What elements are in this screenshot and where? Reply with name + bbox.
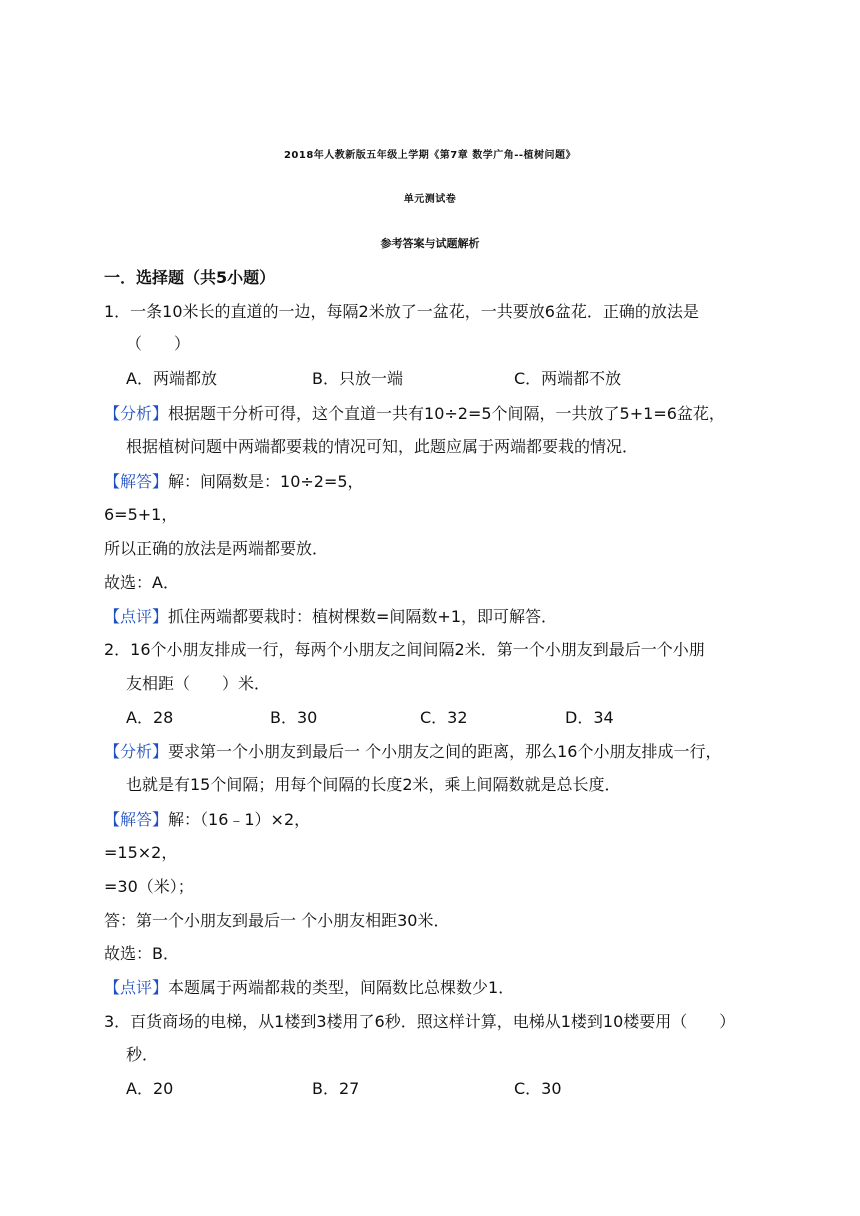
q3-stem-line-2: 秒． [126,1045,159,1064]
q2-answer-line-1 [104,810,310,830]
q1-answer-line-2: 6=5+1， [104,505,178,524]
q1-stem-line-2: （ ） [126,334,191,353]
q2-comment-tag: 【点评】 [104,978,169,997]
q2-option-d: D．34 [565,708,614,727]
q1-option-a: A．两端都放 [126,369,217,388]
q1-comment-text: 抓住两端都要栽时：植树棵数=间隔数+1，即可解答． [168,607,558,626]
q1-answer-line-3: 所以正确的放法是两端都要放． [104,539,329,558]
q1-choice: 故选：A． [104,573,179,592]
q2-stem-line-1: 2．16个小朋友排成一行，每两个小朋友之间间隔2米．第一个小朋友到最后一个小朋 [104,640,705,659]
q2-answer-line-3: =30（米）； [104,877,194,896]
q1-stem-line-1: 1．一条10米长的直道的一边，每隔2米放了一盆花，一共要放6盆花．正确的放法是 [104,302,699,321]
q2-answer-text-1: 解：（16﹣1）×2， [168,810,311,829]
q1-analysis-tag: 【分析】 [104,404,169,423]
q2-option-c: C．32 [420,708,468,727]
q3-option-b: B．27 [312,1079,360,1098]
q2-option-b: B．30 [270,708,318,727]
q2-analysis-line-2: 也就是有15个间隔；用每个间隔的长度2米，乘上间隔数就是总长度． [126,775,621,794]
section-heading: 一．选择题（共5小题） [104,268,276,287]
q2-option-a: A．28 [126,708,174,727]
q1-analysis-line-2: 根据植树问题中两端都要栽的情况可知，此题应属于两端都要栽的情况． [126,437,639,456]
title-line-1: 2018年人教新版五年级上学期《第7章 数学广角--植树问题》 [283,150,577,161]
q2-answer-line-4: 答：第一个小朋友到最后一 个小朋友相距30米． [104,911,450,930]
q1-answer-text-1: 解：间隔数是：10÷2=5， [168,472,364,491]
q2-analysis-line-1 [104,742,721,762]
q2-answer-line-2: =15×2， [104,843,178,862]
q3-option-a: A．20 [126,1079,174,1098]
q1-analysis-text-1: 根据题干分析可得，这个直道一共有10÷2=5个间隔，一共放了5+1=6盆花， [168,404,725,423]
q2-answer-tag: 【解答】 [104,810,169,829]
q3-option-c: C．30 [514,1079,562,1098]
title-line-2: 单元测试卷 [403,194,457,205]
q1-answer-tag: 【解答】 [104,472,169,491]
q2-analysis-text-1: 要求第一个小朋友到最后一 个小朋友之间的距离，那么16个小朋友排成一行， [168,742,722,761]
q2-stem-line-2: 友相距（ ）米． [126,674,271,693]
q3-stem-line-1: 3．百货商场的电梯，从1楼到3楼用了6秒．照这样计算，电梯从1楼到10楼要用（ ） [104,1012,736,1031]
q2-comment-text: 本题属于两端都栽的类型，间隔数比总棵数少1． [168,978,515,997]
q1-answer-line-1 [104,472,364,492]
subtitle: 参考答案与试题解析 [380,237,480,250]
q2-analysis-tag: 【分析】 [104,742,169,761]
q2-comment-line [104,978,514,998]
q1-analysis-line-1 [104,404,725,424]
q1-comment-line [104,607,557,627]
q2-choice: 故选：B． [104,944,179,963]
q1-comment-tag: 【点评】 [104,607,169,626]
q1-option-c: C．两端都不放 [514,369,622,388]
q1-option-b: B．只放一端 [312,369,403,388]
